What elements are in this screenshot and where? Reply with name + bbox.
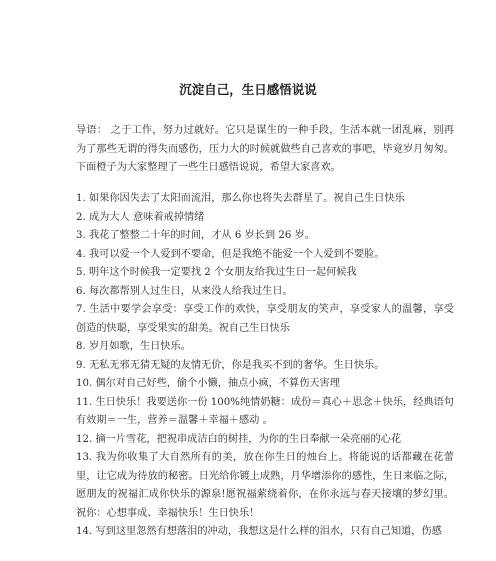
list-item: 11. 生日快乐！我要送你一份 100%纯情奶糖：成份＝真心＋思念＋快乐，经典语句有效期＝一生，营养＝温馨＋幸福＋感动 。 [76,396,454,426]
intro-paragraph: 导语： 之于工作，努力过就好。它只是谋生的一种手段，生活本就一团乱麻，别再为了那些无谓的得失而感伤，压力大的时候就做些自己喜欢的事吧，毕竟岁月匆匆。下面橙子为大家整理了一些生日感悟说说，希望大家喜欢。 [76,125,454,173]
list-item: 5. 明年这个时候我一定要找 2 个女朋友给我过生日一起何候我 [76,267,357,278]
list-item: 12. 摘一片雪花，把祝串成洁白的树挂，为你的生日奉献一朵亮丽的心花 [76,433,402,445]
list-item: 10. 偶尔对自己好些，偷个小懒，抽点小疯，不算伤天害理 [76,378,340,389]
list-item: 7. 生活中要学会享受：享受工作的欢快，享受朋友的笑声，享受家人的温馨，享受创造的快聪，享受果实的甜美。祝自己生日快乐 [76,304,454,334]
list-item: 14. 写到这里忽然有想落泪的冲动，我想这是什么样的泪水，只有自己知道，伤感 [76,526,442,537]
list-item: 6. 每次都帮别人过生日，从来没人给我过生日。 [76,285,293,297]
list-item: 4. 我可以爱一个人爱到不要命，但是我绝不能爱一个人爱到不要脸。 [76,248,385,260]
list-item: 8. 岁月如歌，生日快乐。 [76,341,191,352]
list-item: 3. 我花了整整二十年的时间，才从 6 岁长到 26 岁。 [76,230,315,241]
list-item: 9. 无私无邪无猜无疑的友情无价，你是我买不到的奢华。生日快乐。 [76,359,385,371]
quote-list [76,190,454,542]
document-title: 沉淀自己，生日感悟说说 [179,82,317,97]
list-item: 1. 如果你因失去了太阳而流泪，那么你也将失去群星了。祝自己生日快乐 [76,193,405,204]
list-item: 2. 成为大人 意味着戒掉情绪 [76,211,205,223]
list-item: 13. 我为你收集了大自然所有的美，放在你生日的烛台上。将能说的话都藏在花蕾里，让它成为待放的秘密。日光给你镀上成熟，月华增添你的感性，生日来临之际，愿朋友的祝福汇成你快乐的源泉!愿祝福萦绕着你，在你永远与春天接壤的梦幻里。祝你：心想事成、幸福快乐！生日快乐！ [76,452,454,519]
